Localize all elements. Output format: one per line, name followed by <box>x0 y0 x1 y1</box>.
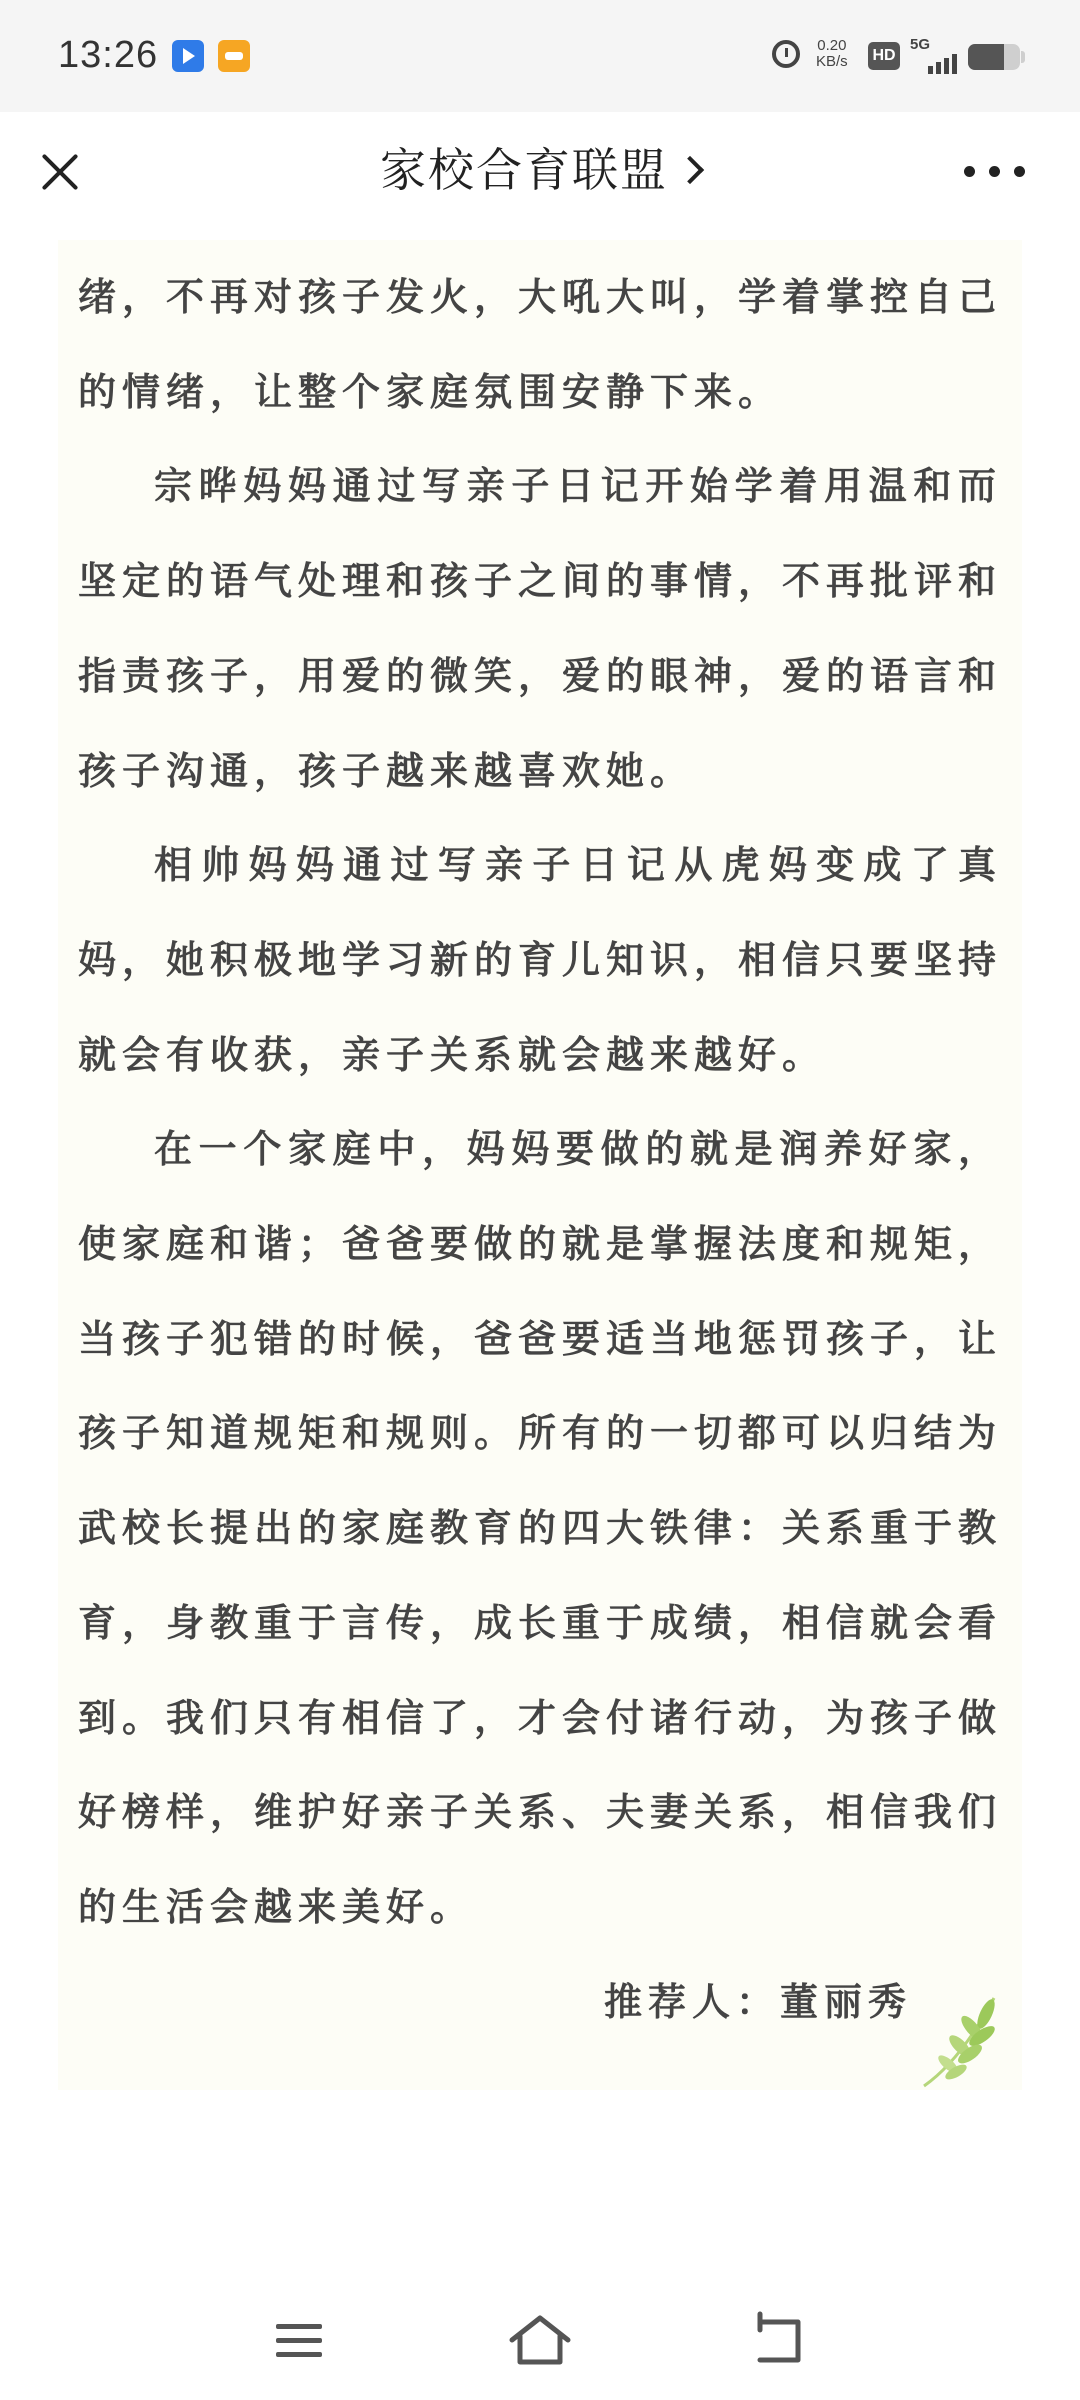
more-dot <box>1014 166 1025 177</box>
battery-icon <box>968 44 1020 70</box>
article-paragraph: 宗晔妈妈通过写亲子日记开始学着用温和而坚定的语气处理和孩子之间的事情，不再批评和指责孩子，用爱的微笑，爱的眼神，爱的语言和孩子沟通，孩子越来越喜欢她。 <box>78 464 1003 793</box>
back-icon[interactable] <box>740 2310 820 2370</box>
close-icon[interactable] <box>30 142 90 202</box>
home-icon[interactable] <box>500 2310 580 2370</box>
menu-icon[interactable] <box>260 2310 340 2370</box>
app-notification-icon <box>218 40 250 72</box>
alarm-icon <box>772 40 800 68</box>
more-dot <box>964 166 975 177</box>
signal-bar <box>952 54 957 74</box>
more-icon[interactable] <box>960 146 1030 196</box>
signal-bar <box>936 62 941 74</box>
article-paragraph: 相帅妈妈通过写亲子日记从虎妈变成了真妈，她积极地学习新的育儿知识，相信只要坚持就会有收获，亲子关系就会越来越好。 <box>78 843 1003 1077</box>
network-speed-value: 0.20 <box>817 37 847 54</box>
chevron-right-icon <box>676 156 704 184</box>
status-time: 13:26 <box>58 34 159 76</box>
network-speed <box>816 38 848 70</box>
network-speed-unit: KB/s <box>816 53 848 70</box>
status-bar <box>0 0 1080 112</box>
app-notification-icon <box>172 40 204 72</box>
article-paragraph: 绪，不再对孩子发火，大吼大叫，学着掌控自己的情绪，让整个家庭氛围安静下来。 <box>78 275 1003 414</box>
signal-bar <box>928 66 933 74</box>
network-type-label: 5G <box>910 36 931 53</box>
wheat-leaf-icon <box>906 1990 1016 2100</box>
system-nav-bar <box>0 2270 1080 2400</box>
more-dot <box>989 166 1000 177</box>
page-title: 家校合育联盟 <box>380 143 668 197</box>
battery-level <box>968 44 1004 70</box>
hd-badge: HD <box>868 42 900 70</box>
signal-bar <box>944 58 949 74</box>
article-body <box>78 250 1002 2049</box>
signal-icon <box>910 36 962 74</box>
nav-bar <box>0 112 1080 240</box>
recommender-line: 推荐人：董丽秀 <box>603 1979 912 2024</box>
page-title-button[interactable] <box>250 138 830 202</box>
article-paragraph: 在一个家庭中，妈妈要做的就是润养好家，使家庭和谐；爸爸要做的就是掌握法度和规矩，当孩子犯错的时候，爸爸要适当地惩罚孩子，让孩子知道规矩和规则。所有的一切都可以归结为武校长提出的家庭教育的四大铁律：关系重于教育，身教重于言传，成长重于成绩，相信就会看到。我们只有相信了，才会付诸行动，为孩子做好榜样，维护好亲子关系、夫妻关系，相信我们的生活会越来美好。 <box>78 1127 1003 1929</box>
battery-tip <box>1021 51 1025 63</box>
